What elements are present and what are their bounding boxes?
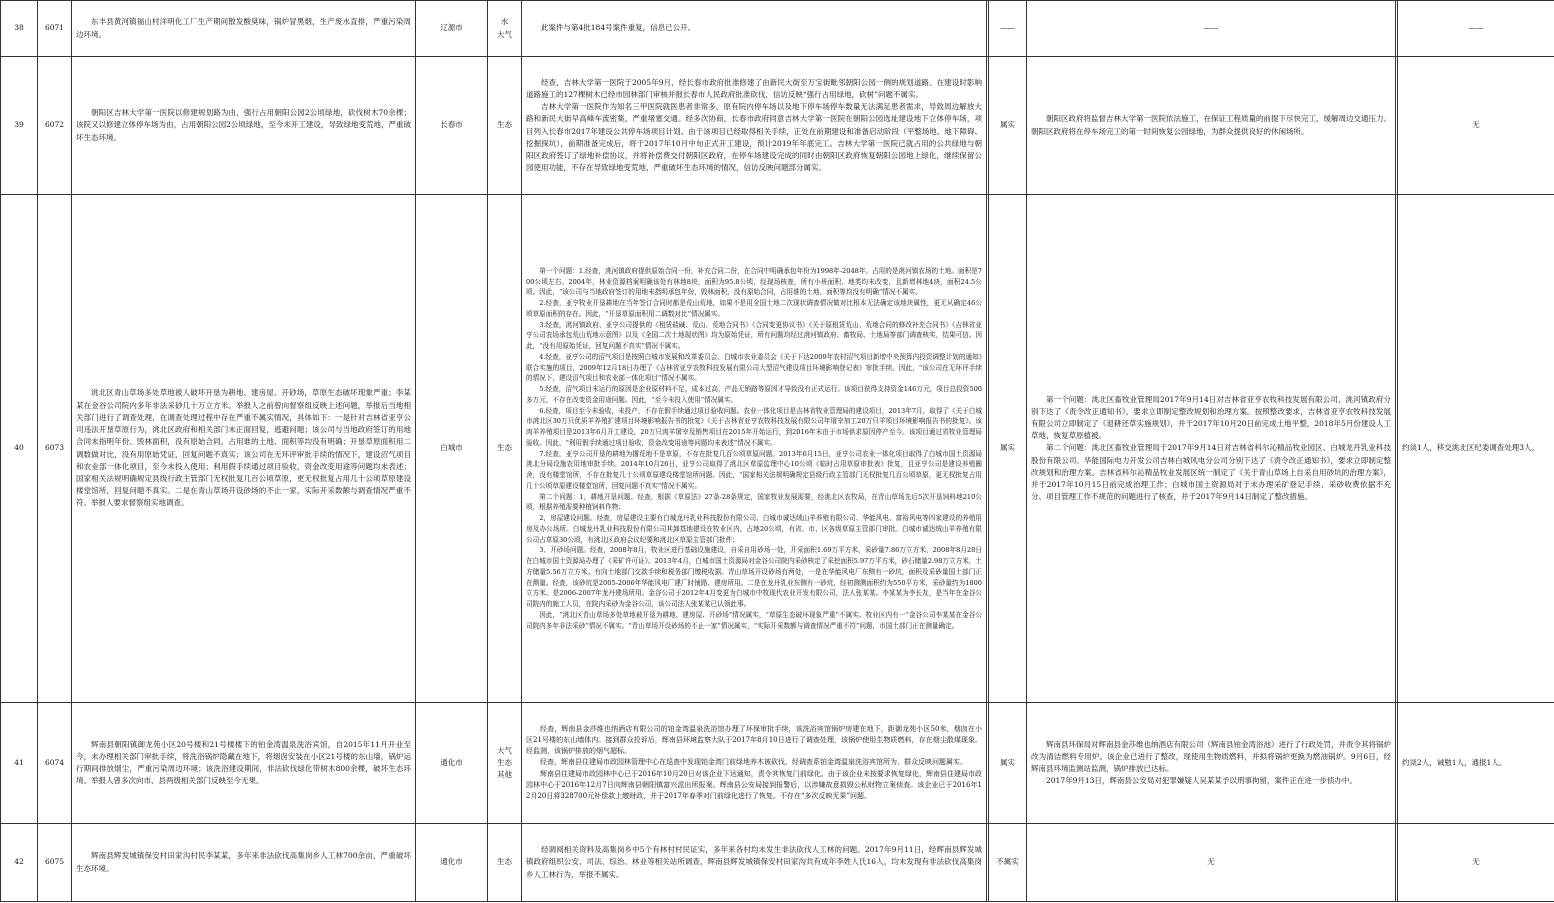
investigation-paragraph: 吉林大学第一医院作为知名三甲医院就医患者非常多，原有院内停车场以及地下停车场停车数量无法满足患者需求，导致周边解放大路和新民大街早高峰车流密集，严重堵塞交通。经多次协商，长春市政府同意吉林大学第一医院在朝阳公园选址建设地下立体停车场，项目列入长春市2017年建设公共停车场项目计划。由于该项目已经取得相关手续，正处在前期建设和准备启动阶段（平整场地、地下障碍、挖掘探坑），前期准备完成后，将于2017年10月中旬正式开工建设，预计2019年年底完工。吉林大学第一医院已就占用的公共绿地与朝阳区政府签订了绿地补偿协议，并将补偿费交付朝阳区政府，在停车场建设完成的同时由朝阳区政府恢复朝阳公园地上绿化，继续保留公园使用功能，不存在导致绿地变荒地，严重破坏生态环境的情况，信访反映问题部分属实。 [526, 102, 982, 173]
code-cell: 6075 [38, 824, 72, 902]
rectification-cell: —— [1027, 1, 1396, 57]
investigation-paragraph: 经调阅相关资料及高集岗乡中5个有林村村民证实，多年来各村均未发生非法砍伐人工林的问题。2017年9月11日，经辉南县辉发城镇政府组织公安、司法、综治、林业等相关站所调查，辉南县辉发城镇保安村田家沟共有成年李姓人氏16人，均未发现有非法砍伐高集岗乡人工林行为，举报不属实。 [526, 845, 982, 879]
rectification-cell: 朝阳区政府将监督吉林大学第一医院依法施工，在保证工程质量的前提下尽快完工，缓解周边交通压力。朝阳区政府将在停车场完工的第一时间恢复公园绿地，为群众提供良好的休闲场所。 [1027, 57, 1396, 195]
verdict-cell: 不属实 [989, 824, 1027, 902]
complaint-cell: 朝阳区吉林大学第一医院以修建规划路为由，强行占用朝阳公园2公顷绿地，砍伐树木70余棵；该院又以修建立体停车场为由，占用朝阳公园2公顷绿地，至今未开工建设，导致绿地变荒地，严重破坏生态环境。 [72, 57, 416, 195]
verdict-cell: 属实 [989, 57, 1027, 195]
investigation-paragraph: 经查，辉南县住建局市政园林管理中心在巡查中发现铂金湾门前绿地养木被砍伐，经调查系铂金湾温泉洗浴宾馆所为，群众反映问题属实。 [540, 758, 967, 767]
seq-cell: 38 [1, 1, 38, 57]
complaint-cell: 辉南县朝阳镇御龙苑小区20号楼和21号楼楼下的铂金湾温泉洗浴宾馆，自2015年11月开业至今，未办理相关部门审批手续，将洗浴锅炉隐藏在地下，将烟囱安装在小区21号楼的东山墙，锅炉运行期间排放烟尘，严重污染周边环境；该洗浴建设期间，非法砍伐绿化带树木800余棵，破坏生态环境。举报人曾多次向市、县两级相关部门反映至今无果。 [72, 703, 416, 824]
investigation-cell [522, 195, 987, 703]
category-cell: 大气 生态 其他 [488, 703, 522, 824]
rectification-cell [1027, 195, 1396, 703]
category-cell: 生态 [488, 195, 522, 703]
accountability-cell: 约谈1人，移交洮北区纪委调查处理3人。 [1398, 195, 1554, 703]
accountability-cell: 无 [1398, 57, 1554, 195]
investigation-paragraph: 因此，“洮北区青山草场多处草地被开垦为耕地、建房屋、开砂场”情况属实，“草原生态破坏现象严重”不属实。牧业区内有一“金谷公司李某某在金谷公司院内多年非法采砂”情况不属实。“青山草场开设砂场的不止一家”情况属实，“实际开采数额与调查情况严重不符”问题，市国土部门正在测量确定。 [526, 610, 982, 630]
rectification-cell [1027, 703, 1396, 824]
accountability-cell: 无 [1398, 824, 1554, 902]
investigation-paragraph: 2.经查，亚亨牧业开垦耕地在当年签订合同时都是荒山荒地，如果不是用全国土地二次现状调查情况做对比根本无法确定该地块属性，更无从确定46公顷草原面积的存在。因此，“开垦草原面积用二调数对比”情况属实。 [526, 299, 982, 318]
table-row [1, 1, 1554, 57]
category-cell: 生态 [488, 824, 522, 902]
accountability-cell: —— [1398, 1, 1554, 57]
table-row [1, 195, 1554, 703]
investigation-paragraph: 3、开砂场问题。经查，2008年8月，牧业区进行基础设施建设，自采自用砂场一处，开采面积1.69万平方米，采砂量7.86万立方米，2008年8月28日在白城市国土资源局办理了《采矿许可证》。2013年4月，白城市国土资源局对金谷公司院内采砂核定了采挖面积5.97万平方米，砂石储量2.98万立方米，土方储量5.56万立方米。有向土地部门交款手续和税务部门缴税收据。青山草场开设砂场有两处，一是在华能风电厂东侧有一砂坑，面积及采砂量国土部门正在测量。经查，该砂坑是2005-2006年华能风电厂建厂时铺路、建房所用。二是在龙丹乳业东侧有一砂坑，经初测测面积约为550平方米，采砂量约为1800立方米。是2006-2007年龙丹建场所用。金谷公司于2012年4月变更为白城市中牧现代农业开发有限公司，法人张某某。李某某为李长友，是当年在金谷公司院内的施工人员，在院内采砂为金谷公司，该公司法人张某某已认领此事。 [526, 546, 982, 608]
rectification-paragraph: 2017年9月13日，辉南县公安局对犯罪嫌疑人吴某某予以刑事拘留，案件正在进一步侦办中。 [1046, 776, 1357, 786]
code-cell: 6071 [38, 1, 72, 57]
code-cell: 6072 [38, 57, 72, 195]
investigation-paragraph: 经查，吉林大学第一医院于2005年9月，经长春市政府批准修建了由新民大街至万宝街毗邻朝阳公园一侧的规划道路。在建设时影响道路施工的127棵树木已经市园林部门审核并报长春市人民政府批准砍伐，信访反映“强行占用绿地，砍树”问题不属实。 [526, 77, 982, 99]
investigation-paragraph: 经查，辉南县金莎维也纳酒店有限公司的铂金湾温泉洗浴馆办理了环保审批手续，该洗浴宾馆锅炉房建在地下，距御龙苑小区50米，烟囱在小区21号楼的东山墙体内。接到群众投诉后，辉南县环境监察大队于2017年8月10日进行了调查处理，该锅炉使用生物质燃料，存在烟尘散煤现象。经监测，该锅炉排放的烟气超标。 [526, 724, 982, 756]
rectification-cell: 无 [1027, 824, 1396, 902]
table-row [1, 824, 1554, 902]
investigation-paragraph: 第二个问题：1，耕地开垦问题。经查，根据《草原法》27条-28条规定，国家牧业发展需要，经洮北区农牧局，在青山草场先后5次开垦饲料地210公顷，根据养殖需要种植饲料作物； [526, 492, 982, 512]
investigation-paragraph: 7.经查，亚亨公司开垦的耕地为撂荒地不是草原，不存在批复几百公顷草原问题。2013年6月15日，亚亨公司农业一体化项目取得了白城市国土资源局洮北分局设施农用地审批手续。2014年10月26日，亚亨公司取得了洮北区草原监理中心10公顷《临时占用草原审批表》批复，且亚亨公司是建设养殖圈舍，没有楼堂馆所，不存在批复几十公顷草原建设楼堂馆所问题。因此，“国家相关法规明确规定县级行政主管部门无权批复几百公顷草原，更无权批复占用几十公顷草原建设楼堂馆所，回复问题不真实”情况不属实。 [526, 449, 982, 490]
complaint-cell: 洮北区青山草场多处草地被人破坏开垦为耕地、建房屋、开砂场，草原生态破坏现象严重；李某某在金谷公司院内多年非法采砂几十万立方米。举报人之前曾向督察组反映上述问题，举报后当地相关部门进行了调查处理，在调查处理过程中存在严重不属实情况，具体如下：一是针对吉林省亚亨公司违法开垦草原行为，洮北区政府和相关部门未正面回复，逃避问题；该公司与当地政府签订的用地合同未指明年份、毁林面积，没有原始合同，占用谁的土地、面积等均没有明确；开垦草原面积用二调数做对比，没有用原始凭证，回复问题不真实；该公司在无环评审批手续的情况下，建设沼气项目和农业部一体化项目，至今未投入使用；利用假手续通过项目验收，资金改变用途等问题均未表述；国家相关法规明确规定县级行政主管部门无权批复几百公顷草原，更无权批复占用几十公顷草原建设楼堂馆所，回复问题不真实。二是在青山草场开设砂场的不止一家，实际开采数额与调查情况严重不符。举报人要求督察组实地调查。 [72, 195, 416, 703]
city-cell: 通化市 [416, 824, 488, 902]
city-cell: 长春市 [416, 57, 488, 195]
investigation-cell [522, 824, 987, 902]
code-cell: 6073 [38, 195, 72, 703]
investigation-paragraph: 此案件与第4批184号案件重复，信息已公开。 [541, 23, 696, 33]
investigation-paragraph: 4.经查，亚亨公司的沼气项目是按照白城市发展和改革委员会、白城市农业委员会《关于下达2009年农村沼气项目新增中央预算内投资调整计划的通知》联合实施的项目，2009年12月18日办理了《吉林省亚亨农牧科技发展有限公司大型沼气建设项目环境影响登记表》审批手续。因此，“该公司在无环评手续的情况下，建设沼气项目和农业部一体化项目”情况不属实。 [526, 352, 982, 383]
category-cell: 生态 [488, 57, 522, 195]
rectification-paragraph: 辉南县环保局对辉南县金莎维也纳酒店有限公司（辉南县铂金湾浴池）进行了行政处罚，并责令其将锅炉改为清洁燃料专用炉。该企业已进行了整改，现使用生物质燃料，并拟将锅炉更换为燃油锅炉。9月6日，经辉南县环境监测站监测，锅炉排放已达标。 [1031, 739, 1391, 773]
verdict-cell: 属实 [989, 195, 1027, 703]
investigation-cell [522, 57, 987, 195]
code-cell: 6074 [38, 703, 72, 824]
seq-cell: 41 [1, 703, 38, 824]
city-cell: 通化市 [416, 703, 488, 824]
investigation-paragraph: 辉南县住建局市政园林中心已于2016年10月20日对该企业下达通知，责令其恢复门前绿化。由于该企业未按要求恢复绿化，辉南县住建局市政园林中心于2016年12月7日向辉南县朝阳镇富兴派出所报案。辉南县公安局接到报警后，以涉嫌故意损毁公私财物立案侦查。该企业已于2016年12月20日将328700元补偿款上缴财政，并于2017年春季对门前绿化进行了恢复。不存在“多次反映无果”问题。 [526, 769, 982, 800]
seq-cell: 42 [1, 824, 38, 902]
investigation-paragraph: 3.经查，洮河镇政府、亚亨公司提供的《租赁盐碱、荒山、荒地合同书》《合同变更协议书》《关于原租赁荒山、荒地合同的修改补充合同书》《吉林省亚亨公司农场承包荒山荒地示意图》以及《全国二次土地现状图》均为原始凭证，所有问题均经过洮河镇政府、畜牧局、土地局等部门调查核实，结果可信。因此，“没有用原始凭证，回复问题不真实”情况不属实。 [526, 320, 982, 350]
investigation-cell [522, 703, 987, 824]
category-cell: 水 大气 [488, 1, 522, 57]
verdict-cell: 属实 [989, 703, 1027, 824]
accountability-cell: 约谈2人，诫勉1人，通报1人。 [1398, 703, 1554, 824]
rectification-paragraph: 第二个问题：洮北区畜牧业管理局于2017年9月14日对吉林省科尔沁精品牧业园区、白城龙丹乳业科技股份有限公司、华能国际电力开发公司吉林白城风电分公司分别下达了《责令改正通知书》，要求立即制定整改规划和治理方案。吉林省科尔沁精品牧业发展区统一制定了《关于青山草场上自采自用砂坑的治理方案》，并于2017年10月15日前完成治理工作；白城市国土资源局对于未办理采矿登记手续、采砂收费依据不充分、项目管理工作不规范的问题进行了核查，并于2017年9月14日制定了整改措施。 [1031, 443, 1391, 502]
table-row [1, 703, 1554, 824]
investigation-cell [522, 1, 987, 57]
seq-cell: 40 [1, 195, 38, 703]
investigation-paragraph: 6.经查，项目至今未验收，未投产，不存在假手续通过项目验收问题。农业一体化项目是吉林省牧业管理局的建设项目，2013年7月，取得了《关于白城市洮北区30万只优质羊养殖扩建项目环境影响报告书的批复》《关于吉林省亚亨农牧科技发展有限公司年屠宰加工20万只羊项目环境影响报告书的批复》。该肉羊养殖项目是2013年6月开工建设，20万只肉羊屠宰及销售项目在2015年开始运行，到2016年末由于市场供求原因停产至今。该项目通过省牧业管理局验收。因此，“利用假手续通过项目验收，资金改变用途等问题均未表述”情况不属实。 [526, 406, 982, 447]
complaint-cell: 东丰县黄河镇福山村洋明化工厂生产期间散发酸臭味，锅炉冒黑烟，生产废水直排，严重污染周边环境。 [72, 1, 416, 57]
complaint-cell: 辉南县辉发城镇保安村田家沟村民李某某，多年来非法砍伐高集岗乡人工林700余亩，严重破坏生态环境。 [72, 824, 416, 902]
city-cell: 辽源市 [416, 1, 488, 57]
investigation-paragraph: 5.经查，沼气项目未运行的原因是企业原材料不足，成本过高，产品无销路等原因才导致没有正式运行。该项目获得支持资金146万元，项目总投资500多万元，不存在改变资金用途问题。因此，“至今未投入使用”情况属实。 [526, 385, 982, 404]
rectification-paragraph: 第一个问题：洮北区畜牧业管理局2017年9月14日对吉林省亚亨农牧科技发展有限公司、洮河镇政府分别下达了《责令改正通知书》，要求立即制定整改规划和治理方案。按照整改要求，吉林省亚亨农牧科技发展有限公司立即制定了《退耕还草实施规划》，并于2017年10月20日前完成土地平整，2018年5月份建设人工草地，恢复草原植被。 [1031, 394, 1391, 441]
city-cell: 白城市 [416, 195, 488, 703]
verdict-cell: —— [989, 1, 1027, 57]
investigation-paragraph: 第一个问题：1.经查，洮河镇政府提供原始合同一份，补充合同二份，在合同中明确承包年份为1998年-2048年。占用的是洮河镇农场的土地。面积是700公顷左右。2004年，林业资源档案明确该处有林地8块，面积为95.8公顷，经现场核查，所有小班面积、地类均未改变，且新增林地4块，面积24.5公顷。因此，“该公司与当地政府签订的用地未指明承包年份，毁林面积，没有原始合同，占用谁的土地、面积等均没有明确”情况不属实。 [526, 266, 982, 297]
investigation-paragraph: 2，房屋建设问题。经查，房屋建设主要有白城龙丹乳业科技股份有限公司、白城市诚达绒山羊养殖有限公司、华能风电、富裕风电等四家建设的养殖用房及办公场所。白城龙丹乳业科技股份有限公司其卸基地建设在牧业区内，占地20公顷，有省、市、区各级草原主管部门审批。白城市诚达绒山羊养殖有限公司占草原30公顷，有洮北区政府会议纪要和洮北区草原主管部门批件； [526, 514, 982, 544]
table-row [1, 57, 1554, 195]
seq-cell: 39 [1, 57, 38, 195]
